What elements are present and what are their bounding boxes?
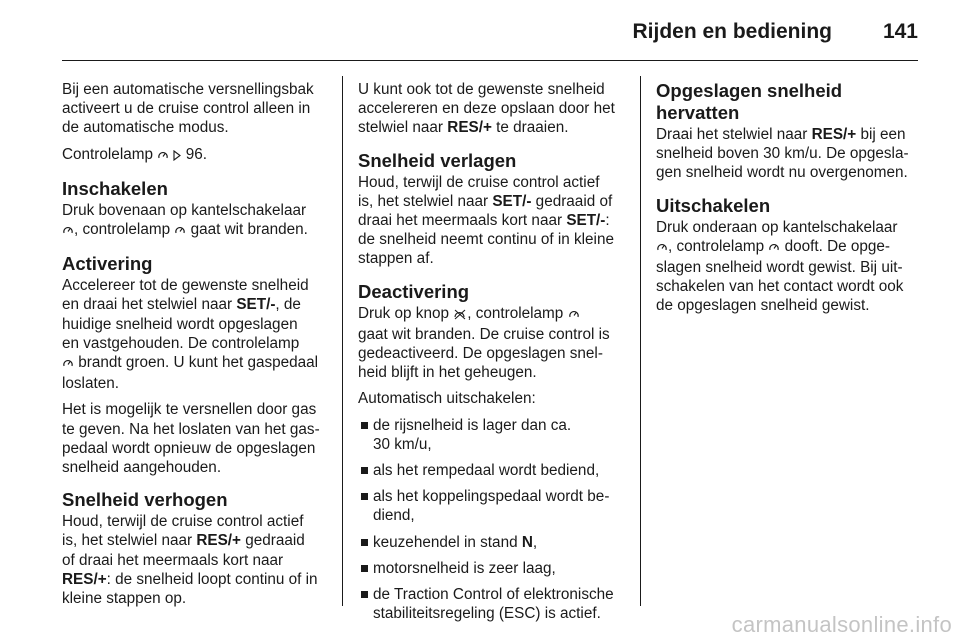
cruise-off-icon: [453, 306, 467, 325]
auto-off-list: [358, 416, 626, 624]
cruise-control-icon: [157, 147, 169, 166]
column-1: [62, 80, 330, 615]
list-item: de Traction Control of elektronische stabiliteitsregeling (ESC) is actief.: [358, 585, 626, 623]
page-number: 141: [882, 20, 918, 43]
cruise-control-icon: [174, 222, 186, 241]
list-item: als het koppelingspedaal wordt be- diend,: [358, 487, 626, 525]
paragraph-hervatten: Draai het stelwiel naar RES/+ bij een snelheid boven 30 km/u. De opgesla- gen snelheid wordt nu overgenomen.: [656, 126, 909, 182]
list-item: als het rempedaal wordt bediend,: [358, 461, 626, 480]
heading-uitschakelen: Uitschakelen: [656, 194, 771, 216]
page-header: [0, 0, 960, 62]
paragraph-auto-off: Automatisch uitschakelen:: [358, 390, 536, 408]
bullet-icon: [361, 467, 368, 474]
bullet-icon: [361, 565, 368, 572]
cruise-control-icon: [768, 239, 780, 258]
bullet-icon: [361, 591, 368, 598]
column-3: [656, 80, 926, 323]
paragraph-controlelamp: Controlelamp 96.: [62, 145, 330, 166]
paragraph-verhogen: Houd, terwijl de cruise control actief is, het stelwiel naar RES/+ gedraaid of draai het meermaals kort naar RES/+: de snelheid loopt continu of in kleine stappen op.: [62, 513, 318, 608]
bullet-icon: [361, 493, 368, 500]
header-title: Rijden en bediening: [632, 20, 832, 43]
bullet-icon: [361, 422, 368, 429]
heading-verlagen: Snelheid verlagen: [358, 149, 517, 171]
cruise-control-icon: [62, 355, 74, 374]
paragraph-verlagen: Houd, terwijl de cruise control actief is, het stelwiel naar SET/- gedraaid of draai het meermaals kort naar SET/-: de snelheid neemt continu of in kleine stappen af.: [358, 173, 614, 268]
list-item: keuzehendel in stand N,: [358, 533, 626, 552]
paragraph-uitschakelen: Druk onderaan op kantelschakelaar , controlelamp dooft. De opge- slagen snelheid wordt gewist. Bij uit- schakelen van het contact wordt ook de opgeslagen snelheid gewist.: [656, 218, 904, 315]
paragraph-inschakelen: Druk bovenaan op kantelschakelaar , controlelamp gaat wit branden.: [62, 201, 330, 241]
heading-hervatten: Opgeslagen snelheid hervatten: [656, 80, 843, 123]
paragraph-versnellen: Het is mogelijk te versnellen door gas te geven. Na het loslaten van het gas- pedaal wordt opnieuw de opgeslagen snelheid aangehouden.: [62, 401, 320, 477]
bullet-icon: [361, 539, 368, 546]
column-divider-1: [342, 76, 343, 606]
heading-verhogen: Snelheid verhogen: [62, 489, 228, 511]
paragraph-automatic: Bij een automatische versnellingsbak activeert u de cruise control alleen in de automatische modus.: [62, 81, 314, 137]
watermark: carmanualsonline.info: [731, 612, 952, 637]
header-divider: [62, 60, 918, 61]
heading-activering: Activering: [62, 253, 153, 275]
cruise-control-icon: [656, 239, 668, 258]
paragraph-activering: Accelereer tot de gewenste snelheid en draai het stelwiel naar SET/-, de huidige snelheid wordt opgeslagen en vastgehouden. De controlelamp brandt groen. U kunt het gaspedaal loslaten.: [62, 277, 319, 393]
paragraph-res-accelerate: U kunt ook tot de gewenste snelheid accelereren en deze opslaan door het stelwiel naar RES/+ te draaien.: [358, 81, 615, 137]
column-divider-2: [640, 76, 641, 606]
list-item: motorsnelheid is zeer laag,: [358, 559, 626, 578]
list-item: de rijsnelheid is lager dan ca. 30 km/u,: [358, 416, 626, 454]
heading-inschakelen: Inschakelen: [62, 177, 168, 199]
paragraph-deactivering: Druk op knop , controlelamp gaat wit branden. De cruise control is gedeactiveerd. De opgeslagen snel- heid blijft in het geheugen.: [358, 304, 610, 382]
column-2: [358, 80, 626, 630]
page-reference-icon: [173, 147, 181, 166]
cruise-control-icon: [568, 306, 580, 325]
cruise-control-icon: [62, 222, 74, 241]
heading-deactivering: Deactivering: [358, 280, 470, 302]
